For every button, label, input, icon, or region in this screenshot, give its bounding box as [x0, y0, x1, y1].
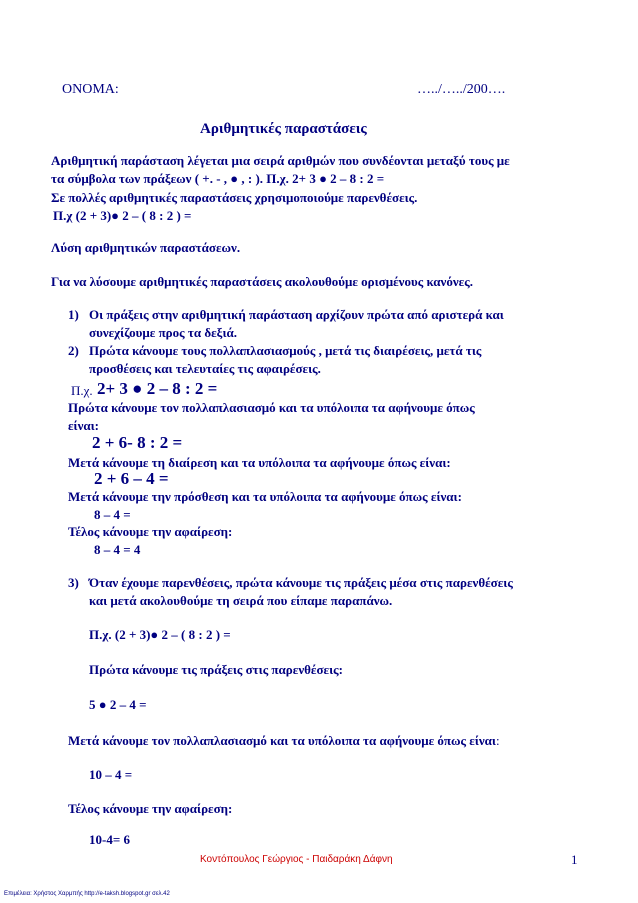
example-1-expression: 2+ 3 ● 2 – 8 : 2 =: [97, 379, 218, 398]
rule-3-step-2-text: Μετά κάνουμε τον πολλαπλασιασμό και τα υπόλοιπα τα αφήνουμε όπως είναι: [68, 733, 496, 748]
example-1-result-4: 8 – 4 = 4: [94, 542, 141, 557]
rule-3-expression: Π.χ. (2 + 3)● 2 – ( 8 : 2 ) =: [89, 627, 231, 642]
date-field: …../…../200….: [417, 82, 506, 97]
intro-line-4: Π.χ (2 + 3)● 2 – ( 8 : 2 ) =: [53, 208, 192, 223]
example-1-step-1b: είναι:: [68, 418, 100, 433]
intro-line-2: τα σύμβολα των πράξεων ( +. - , ● , : ). Π.χ. 2+ 3 ● 2 – 8 : 2 =: [51, 171, 385, 186]
example-1-result-3: 8 – 4 =: [94, 507, 131, 522]
solve-heading: Λύση αριθμητικών παραστάσεων.: [51, 240, 241, 255]
rule-1-line-1: Οι πράξεις στην αριθμητική παράσταση αρχίζουν πρώτα από αριστερά και: [89, 307, 504, 322]
footer-authors: Κοντόπουλος Γεώργιος - Παιδαράκη Δάφνη: [200, 854, 393, 865]
example-1-step-2: Μετά κάνουμε τη διαίρεση και τα υπόλοιπα τα αφήνουμε όπως είναι:: [68, 455, 451, 470]
intro-line-1: Αριθμητική παράσταση λέγεται μια σειρά αριθμών που συνδέονται μεταξύ τους με: [51, 153, 510, 168]
rule-2-number: 2): [68, 343, 79, 358]
footer-credit: Επιμέλεια: Χρήστος Χαρμπής http://e-taksh.blogspot.gr σελ.42: [4, 891, 170, 897]
rule-3-result-1: 5 ● 2 – 4 =: [89, 697, 147, 712]
example-1-result-1: 2 + 6- 8 : 2 =: [92, 433, 183, 452]
rule-3-step-1: Πρώτα κάνουμε τις πράξεις στις παρενθέσεις:: [89, 662, 343, 677]
name-label: ΟΝΟΜΑ:: [62, 82, 119, 97]
rule-1-line-2: συνεχίζουμε προς τα δεξιά.: [89, 325, 238, 340]
rule-3-result-3: 10-4= 6: [89, 832, 130, 847]
rules-intro: Για να λύσουμε αριθμητικές παραστάσεις ακολουθούμε ορισμένους κανόνες.: [51, 274, 473, 289]
example-1-prefix: Π.χ.: [71, 383, 93, 398]
example-1-step-1a: Πρώτα κάνουμε τον πολλαπλασιασμό και τα υπόλοιπα τα αφήνουμε όπως: [68, 400, 475, 415]
rule-3-line-2: και μετά ακολουθούμε τη σειρά που είπαμε παραπάνω.: [89, 593, 393, 608]
page-title: Αριθμητικές παραστάσεις: [200, 121, 367, 137]
rule-3-line-1: Όταν έχουμε παρενθέσεις, πρώτα κάνουμε τις πράξεις μέσα στις παρενθέσεις: [89, 575, 513, 590]
page-number: 1: [571, 852, 578, 867]
rule-3-number: 3): [68, 575, 79, 590]
intro-line-3: Σε πολλές αριθμητικές παραστάσεις χρησιμοποιούμε παρενθέσεις.: [51, 190, 418, 205]
rule-2-line-1: Πρώτα κάνουμε τους πολλαπλασιασμούς , μετά τις διαιρέσεις, μετά τις: [89, 343, 482, 358]
rule-2-line-2: προσθέσεις και τελευταίες τις αφαιρέσεις.: [89, 361, 321, 376]
example-1-result-2: 2 + 6 – 4 =: [94, 469, 169, 488]
rule-3-step-3: Τέλος κάνουμε την αφαίρεση:: [68, 801, 233, 816]
example-1-step-4: Τέλος κάνουμε την αφαίρεση:: [68, 524, 233, 539]
rule-3-step-2-colon: :: [495, 733, 500, 748]
rule-3-result-2: 10 – 4 =: [89, 767, 133, 782]
example-1-step-3: Μετά κάνουμε την πρόσθεση και τα υπόλοιπα τα αφήνουμε όπως είναι:: [68, 489, 462, 504]
rule-1-number: 1): [68, 307, 79, 322]
rule-3-step-2: [68, 733, 500, 749]
